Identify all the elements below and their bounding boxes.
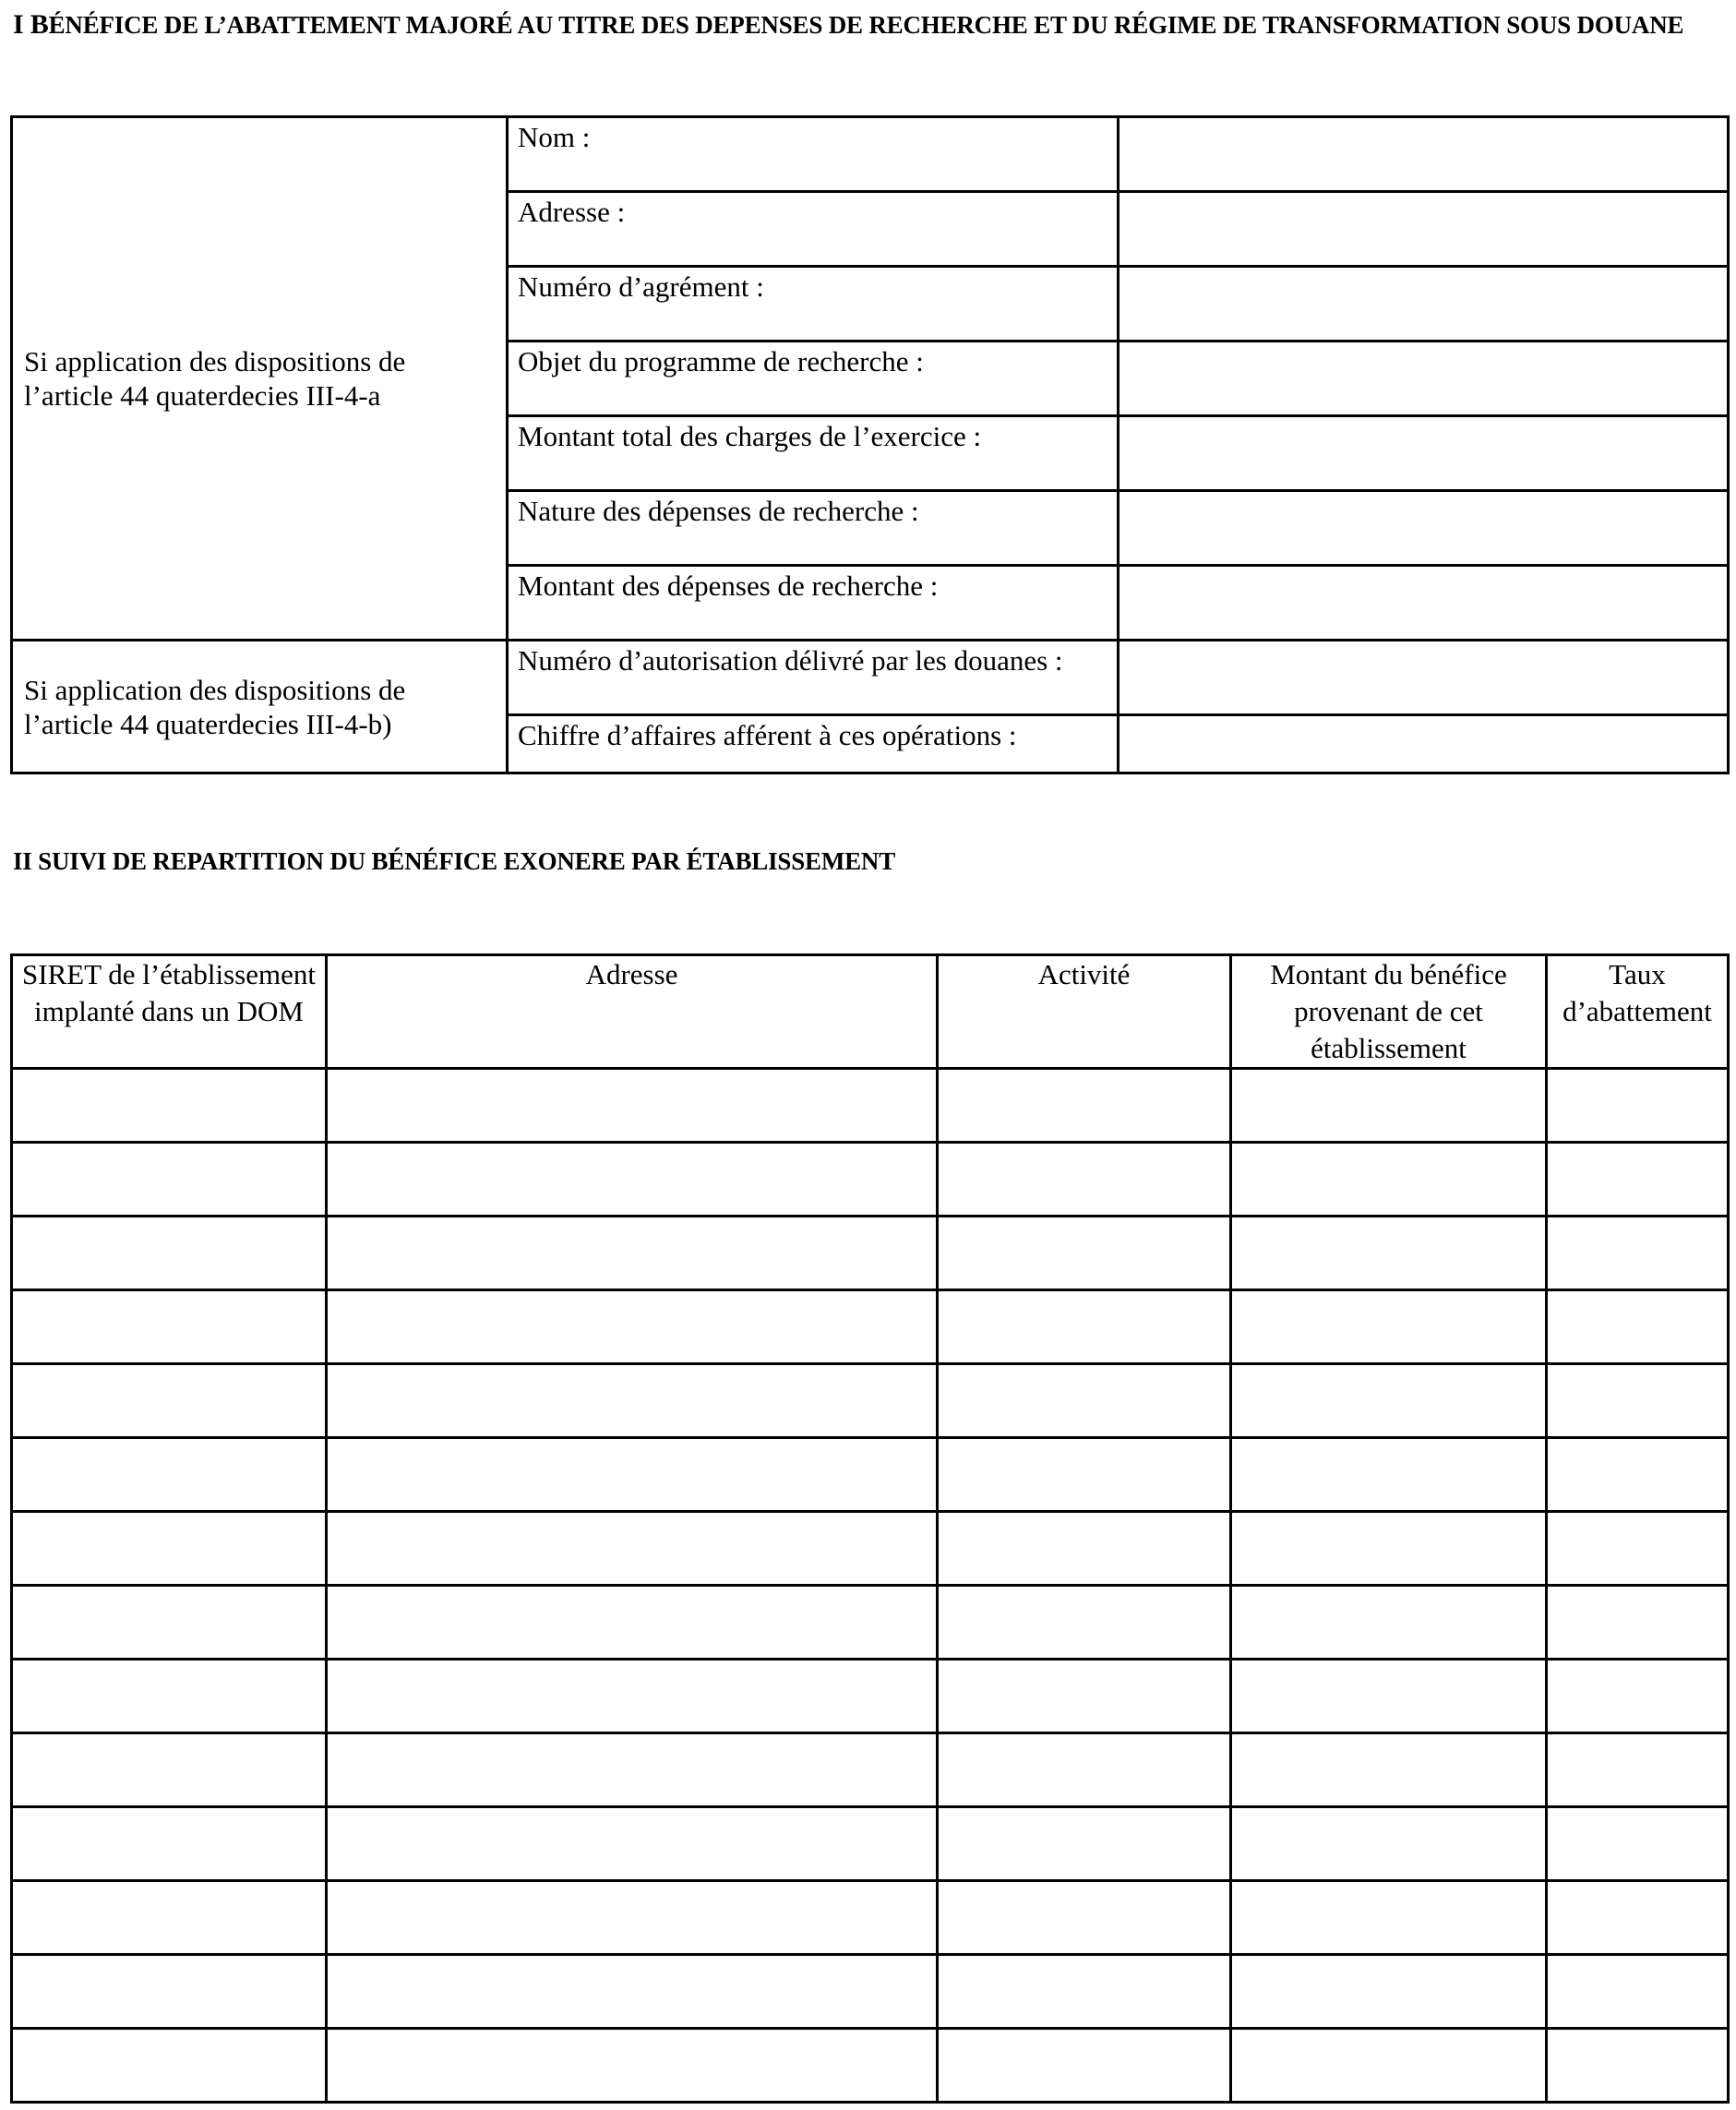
field-label-numero-agrement: Numéro d’agrément : bbox=[508, 267, 1119, 342]
cell-taux-abattement[interactable] bbox=[1547, 1143, 1729, 1217]
table-row bbox=[12, 1217, 1729, 1290]
cell-activite[interactable] bbox=[938, 1069, 1231, 1143]
col-header-siret: SIRET de l’établissement implanté dans un DOM bbox=[12, 955, 327, 1069]
col-header-montant-benefice: Montant du bénéfice provenant de cet établissement bbox=[1231, 955, 1547, 1069]
field-value-adresse[interactable] bbox=[1119, 192, 1729, 267]
section-1-title-rest: ÉNÉFICE DE L’ABATTEMENT MAJORÉ AU TITRE DES DEPENSES DE RECHERCHE ET DU RÉGIME DE TRANSFORMATION SOUS DOUANE bbox=[48, 11, 1684, 39]
field-label-montant-depenses: Montant des dépenses de recherche : bbox=[508, 566, 1119, 641]
cell-montant-benefice[interactable] bbox=[1231, 1733, 1547, 1807]
section-1-title-initial: I B bbox=[13, 9, 49, 40]
table-row bbox=[12, 1512, 1729, 1586]
cell-adresse[interactable] bbox=[327, 1143, 938, 1217]
cell-activite[interactable] bbox=[938, 1955, 1231, 2029]
cell-activite[interactable] bbox=[938, 1438, 1231, 1512]
field-value-nature-depenses[interactable] bbox=[1119, 491, 1729, 566]
cell-siret[interactable] bbox=[12, 1364, 327, 1438]
cell-taux-abattement[interactable] bbox=[1547, 1955, 1729, 2029]
cell-montant-benefice[interactable] bbox=[1231, 1290, 1547, 1364]
section-2-title: II SUIVI DE REPARTITION DU BÉNÉFICE EXONERE PAR ÉTABLISSEMENT bbox=[13, 847, 896, 875]
cell-taux-abattement[interactable] bbox=[1547, 1733, 1729, 1807]
cell-montant-benefice[interactable] bbox=[1231, 1881, 1547, 1955]
table-row bbox=[12, 1364, 1729, 1438]
field-label-numero-autorisation: Numéro d’autorisation délivré par les douanes : bbox=[508, 641, 1119, 715]
group-b-label: Si application des dispositions de l’article 44 quaterdecies III-4-b) bbox=[12, 641, 508, 773]
table-row bbox=[12, 1807, 1729, 1881]
cell-montant-benefice[interactable] bbox=[1231, 1364, 1547, 1438]
table-row bbox=[12, 1290, 1729, 1364]
table-row bbox=[12, 1586, 1729, 1660]
cell-activite[interactable] bbox=[938, 1733, 1231, 1807]
field-value-montant-depenses[interactable] bbox=[1119, 566, 1729, 641]
cell-siret[interactable] bbox=[12, 1438, 327, 1512]
cell-adresse[interactable] bbox=[327, 1955, 938, 2029]
cell-siret[interactable] bbox=[12, 1217, 327, 1290]
table-row bbox=[12, 1143, 1729, 1217]
cell-activite[interactable] bbox=[938, 1660, 1231, 1733]
cell-montant-benefice[interactable] bbox=[1231, 1660, 1547, 1733]
cell-adresse[interactable] bbox=[327, 1512, 938, 1586]
cell-montant-benefice[interactable] bbox=[1231, 1143, 1547, 1217]
cell-adresse[interactable] bbox=[327, 1807, 938, 1881]
cell-taux-abattement[interactable] bbox=[1547, 1586, 1729, 1660]
table-row bbox=[12, 1438, 1729, 1512]
cell-montant-benefice[interactable] bbox=[1231, 2029, 1547, 2103]
establishment-rows bbox=[12, 1069, 1729, 2103]
cell-siret[interactable] bbox=[12, 1512, 327, 1586]
field-value-objet-programme[interactable] bbox=[1119, 342, 1729, 416]
table-row bbox=[12, 1955, 1729, 2029]
cell-adresse[interactable] bbox=[327, 1660, 938, 1733]
section-1-title bbox=[13, 7, 1720, 42]
cell-adresse[interactable] bbox=[327, 1217, 938, 1290]
cell-taux-abattement[interactable] bbox=[1547, 1290, 1729, 1364]
table-row bbox=[12, 2029, 1729, 2103]
field-value-numero-agrement[interactable] bbox=[1119, 267, 1729, 342]
cell-siret[interactable] bbox=[12, 1955, 327, 2029]
table-row bbox=[12, 1733, 1729, 1807]
cell-taux-abattement[interactable] bbox=[1547, 1217, 1729, 1290]
cell-adresse[interactable] bbox=[327, 1069, 938, 1143]
cell-activite[interactable] bbox=[938, 1143, 1231, 1217]
field-label-nom: Nom : bbox=[508, 117, 1119, 192]
group-a-label: Si application des dispositions de l’article 44 quaterdecies III-4-a bbox=[12, 117, 508, 641]
cell-siret[interactable] bbox=[12, 2029, 327, 2103]
cell-siret[interactable] bbox=[12, 1807, 327, 1881]
cell-taux-abattement[interactable] bbox=[1547, 1364, 1729, 1438]
cell-siret[interactable] bbox=[12, 1069, 327, 1143]
field-value-chiffre-affaires[interactable] bbox=[1119, 715, 1729, 773]
cell-activite[interactable] bbox=[938, 1512, 1231, 1586]
cell-adresse[interactable] bbox=[327, 1586, 938, 1660]
cell-montant-benefice[interactable] bbox=[1231, 1807, 1547, 1881]
cell-siret[interactable] bbox=[12, 1881, 327, 1955]
cell-montant-benefice[interactable] bbox=[1231, 1438, 1547, 1512]
research-abatement-table bbox=[10, 115, 1730, 774]
cell-taux-abattement[interactable] bbox=[1547, 1660, 1729, 1733]
cell-montant-benefice[interactable] bbox=[1231, 1586, 1547, 1660]
cell-montant-benefice[interactable] bbox=[1231, 1955, 1547, 2029]
cell-activite[interactable] bbox=[938, 1364, 1231, 1438]
col-header-activite: Activité bbox=[938, 955, 1231, 1069]
cell-activite[interactable] bbox=[938, 1217, 1231, 1290]
field-label-montant-total-charges: Montant total des charges de l’exercice : bbox=[508, 416, 1119, 491]
cell-adresse[interactable] bbox=[327, 1438, 938, 1512]
cell-taux-abattement[interactable] bbox=[1547, 1438, 1729, 1512]
cell-activite[interactable] bbox=[938, 2029, 1231, 2103]
table-row bbox=[12, 1069, 1729, 1143]
col-header-taux-abattement: Taux d’abattement bbox=[1547, 955, 1729, 1069]
field-value-montant-total-charges[interactable] bbox=[1119, 416, 1729, 491]
table-row bbox=[12, 1660, 1729, 1733]
table-row bbox=[12, 1881, 1729, 1955]
cell-taux-abattement[interactable] bbox=[1547, 1807, 1729, 1881]
cell-siret[interactable] bbox=[12, 1586, 327, 1660]
cell-montant-benefice[interactable] bbox=[1231, 1069, 1547, 1143]
cell-siret[interactable] bbox=[12, 1660, 327, 1733]
cell-activite[interactable] bbox=[938, 1586, 1231, 1660]
cell-taux-abattement[interactable] bbox=[1547, 1881, 1729, 1955]
cell-activite[interactable] bbox=[938, 1290, 1231, 1364]
field-label-objet-programme: Objet du programme de recherche : bbox=[508, 342, 1119, 416]
cell-adresse[interactable] bbox=[327, 1290, 938, 1364]
cell-montant-benefice[interactable] bbox=[1231, 1217, 1547, 1290]
cell-siret[interactable] bbox=[12, 1143, 327, 1217]
cell-activite[interactable] bbox=[938, 1807, 1231, 1881]
field-value-nom[interactable] bbox=[1119, 117, 1729, 192]
cell-taux-abattement[interactable] bbox=[1547, 2029, 1729, 2103]
col-header-adresse: Adresse bbox=[327, 955, 938, 1069]
cell-adresse[interactable] bbox=[327, 1733, 938, 1807]
cell-activite[interactable] bbox=[938, 1881, 1231, 1955]
cell-adresse[interactable] bbox=[327, 1364, 938, 1438]
cell-adresse[interactable] bbox=[327, 2029, 938, 2103]
cell-taux-abattement[interactable] bbox=[1547, 1069, 1729, 1143]
field-label-nature-depenses: Nature des dépenses de recherche : bbox=[508, 491, 1119, 566]
field-value-numero-autorisation[interactable] bbox=[1119, 641, 1729, 715]
cell-adresse[interactable] bbox=[327, 1881, 938, 1955]
cell-montant-benefice[interactable] bbox=[1231, 1512, 1547, 1586]
field-label-adresse: Adresse : bbox=[508, 192, 1119, 267]
establishment-breakdown-table bbox=[10, 953, 1730, 2104]
field-label-chiffre-affaires: Chiffre d’affaires afférent à ces opérations : bbox=[508, 715, 1119, 773]
cell-taux-abattement[interactable] bbox=[1547, 1512, 1729, 1586]
cell-siret[interactable] bbox=[12, 1290, 327, 1364]
cell-siret[interactable] bbox=[12, 1733, 327, 1807]
